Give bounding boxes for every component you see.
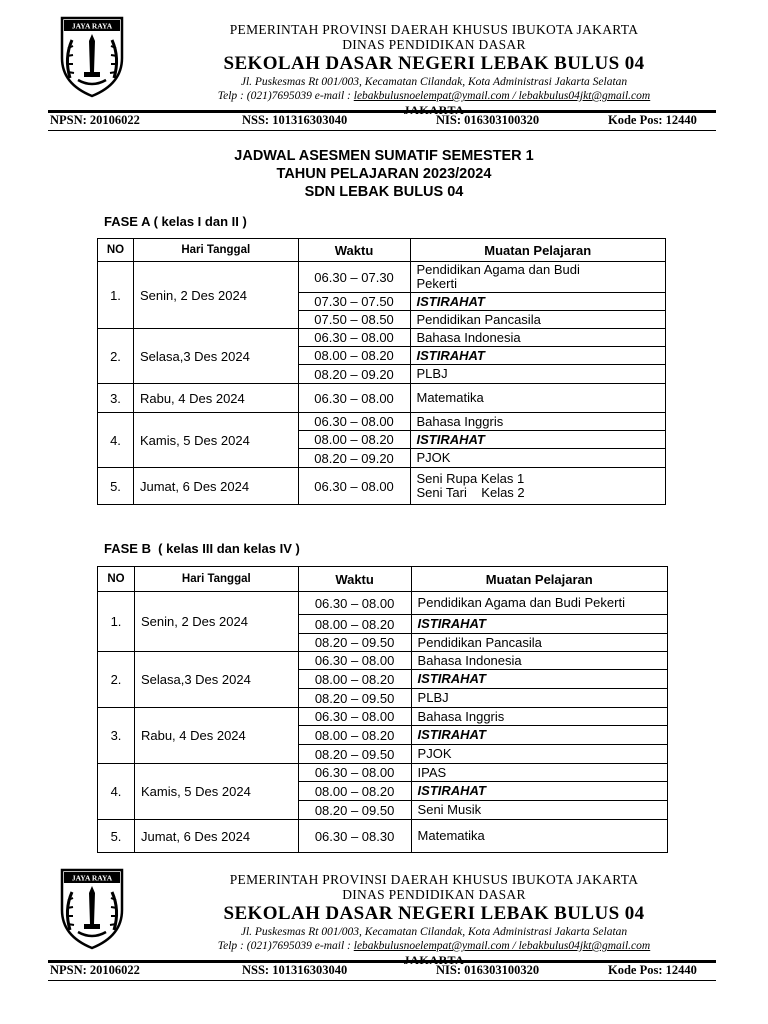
fase-a-table — [97, 238, 666, 505]
row-time: 07.30 – 07.50 — [298, 293, 410, 311]
row-subject: ISTIRAHAT — [411, 615, 667, 634]
col-header-hari: Hari Tanggal — [133, 239, 298, 262]
col-header-no: NO — [98, 239, 134, 262]
school-contact — [144, 939, 724, 953]
row-time: 06.30 – 08.00 — [298, 592, 411, 615]
tel-prefix: Telp : (021)7695039 e-mail : — [217, 940, 354, 952]
nss-label: NSS: 101316303040 — [242, 113, 348, 127]
row-no: 5. — [98, 468, 134, 505]
row-subject: ISTIRAHAT — [410, 431, 666, 449]
table-row — [98, 262, 666, 293]
row-subject: Bahasa Indonesia — [411, 652, 667, 670]
nis-label: NIS: 016303100320 — [436, 113, 540, 127]
row-time: 06.30 – 08.00 — [298, 468, 410, 505]
row-subject: ISTIRAHAT — [410, 293, 666, 311]
subject-line: Seni Rupa Kelas 1 — [416, 471, 525, 486]
table-row — [98, 764, 668, 782]
npsn-label: NPSN: 20106022 — [50, 963, 140, 977]
col-header-hari: Hari Tanggal — [134, 567, 298, 592]
row-subject: PLBJ — [410, 365, 666, 384]
nss-label: NSS: 101316303040 — [242, 963, 348, 977]
fase-a-heading: FASE A ( kelas I dan II ) — [104, 214, 247, 229]
row-subject: PLBJ — [411, 689, 667, 708]
row-subject: PJOK — [410, 449, 666, 468]
subject-line: Pekerti — [416, 276, 457, 291]
svg-text:JAYA RAYA: JAYA RAYA — [71, 21, 113, 31]
row-date: Jumat, 6 Des 2024 — [133, 468, 298, 505]
school-name: SEKOLAH DASAR NEGERI LEBAK BULUS 04 — [223, 903, 645, 924]
col-header-muatan: Muatan Pelajaran — [411, 567, 667, 592]
row-subject: ISTIRAHAT — [410, 347, 666, 365]
title-line-2: TAHUN PELAJARAN 2023/2024 — [276, 166, 492, 182]
row-time: 06.30 – 08.00 — [298, 329, 410, 347]
row-date: Rabu, 4 Des 2024 — [134, 708, 298, 764]
subject-line: Pendidikan Agama dan Budi — [416, 262, 580, 277]
col-header-no: NO — [98, 567, 135, 592]
row-date: Selasa,3 Des 2024 — [134, 652, 298, 708]
kodepos-label: Kode Pos: 12440 — [608, 113, 697, 127]
row-subject — [410, 468, 666, 505]
row-subject: Matematika — [411, 820, 667, 853]
row-subject: Pendidikan Agama dan Budi Pekerti — [411, 592, 667, 615]
table-row — [98, 652, 668, 670]
row-date: Senin, 2 Des 2024 — [133, 262, 298, 329]
row-date: Kamis, 5 Des 2024 — [134, 764, 298, 820]
row-time: 06.30 – 08.00 — [298, 413, 410, 431]
row-time: 06.30 – 08.00 — [298, 764, 411, 782]
row-no: 2. — [98, 652, 135, 708]
letterhead-top — [48, 14, 716, 132]
school-address: Jl. Puskesmas Rt 001/003, Kecamatan Cilandak, Kota Administrasi Jakarta Selatan — [240, 76, 628, 88]
row-time: 06.30 – 07.30 — [298, 262, 410, 293]
school-contact — [144, 89, 724, 103]
row-subject — [410, 262, 666, 293]
row-no: 2. — [98, 329, 134, 384]
row-subject: Seni Musik — [411, 801, 667, 820]
row-time: 08.00 – 08.20 — [298, 431, 410, 449]
gov-name: PEMERINTAH PROVINSI DAERAH KHUSUS IBUKOTA JAKARTA — [229, 22, 639, 37]
npsn-label: NPSN: 20106022 — [50, 113, 140, 127]
row-time: 08.20 – 09.50 — [298, 801, 411, 820]
row-no: 3. — [98, 384, 134, 413]
fase-b-table — [97, 566, 668, 853]
table-row — [98, 592, 668, 615]
row-date: Jumat, 6 Des 2024 — [134, 820, 298, 853]
row-date: Selasa,3 Des 2024 — [133, 329, 298, 384]
row-date: Kamis, 5 Des 2024 — [133, 413, 298, 468]
letterhead-rule-bottom — [48, 980, 716, 981]
row-subject: ISTIRAHAT — [411, 782, 667, 801]
row-time: 08.20 – 09.50 — [298, 634, 411, 652]
row-no: 3. — [98, 708, 135, 764]
row-subject: Matematika — [410, 384, 666, 413]
table-row — [98, 413, 666, 431]
table-row — [98, 820, 668, 853]
dept-name: DINAS PENDIDIKAN DASAR — [342, 887, 526, 902]
kodepos-label: Kode Pos: 12440 — [608, 963, 697, 977]
row-time: 06.30 – 08.00 — [298, 708, 411, 726]
row-time: 06.30 – 08.00 — [298, 384, 410, 413]
document-title — [0, 147, 768, 201]
col-header-waktu: Waktu — [298, 567, 411, 592]
row-time: 08.00 – 08.20 — [298, 782, 411, 801]
title-line-3: SDN LEBAK BULUS 04 — [304, 184, 464, 200]
row-time: 08.20 – 09.50 — [298, 689, 411, 708]
row-time: 08.00 – 08.20 — [298, 670, 411, 689]
title-line-1: JADWAL ASESMEN SUMATIF SEMESTER 1 — [234, 148, 534, 164]
table-row — [98, 329, 666, 347]
row-no: 1. — [98, 262, 134, 329]
row-time: 08.00 – 08.20 — [298, 615, 411, 634]
table-row — [98, 468, 666, 505]
gov-name: PEMERINTAH PROVINSI DAERAH KHUSUS IBUKOTA JAKARTA — [229, 872, 639, 887]
letterhead-bottom — [48, 866, 716, 984]
row-time: 08.00 – 08.20 — [298, 726, 411, 745]
nis-label: NIS: 016303100320 — [436, 963, 540, 977]
row-date: Senin, 2 Des 2024 — [134, 592, 298, 652]
jakarta-emblem-icon — [56, 866, 128, 950]
row-subject: ISTIRAHAT — [411, 726, 667, 745]
row-subject: ISTIRAHAT — [411, 670, 667, 689]
row-no: 4. — [98, 764, 135, 820]
row-time: 08.00 – 08.20 — [298, 347, 410, 365]
email-links[interactable]: lebakbulusnoelempat@ymail.com / lebakbulus04jkt@gmail.com — [353, 940, 651, 952]
row-no: 4. — [98, 413, 134, 468]
svg-text:JAYA RAYA: JAYA RAYA — [71, 873, 113, 883]
row-time: 06.30 – 08.00 — [298, 652, 411, 670]
row-subject: Bahasa Inggris — [410, 413, 666, 431]
row-subject: Bahasa Inggris — [411, 708, 667, 726]
row-date: Rabu, 4 Des 2024 — [133, 384, 298, 413]
subject-line: Seni Tari Kelas 2 — [416, 485, 525, 500]
row-subject: PJOK — [411, 745, 667, 764]
row-no: 5. — [98, 820, 135, 853]
email-links[interactable]: lebakbulusnoelempat@ymail.com / lebakbulus04jkt@gmail.com — [353, 90, 651, 102]
letterhead-rule-bottom — [48, 130, 716, 131]
school-address: Jl. Puskesmas Rt 001/003, Kecamatan Cilandak, Kota Administrasi Jakarta Selatan — [240, 926, 628, 938]
row-time: 08.20 – 09.20 — [298, 365, 410, 384]
row-time: 08.20 – 09.20 — [298, 449, 410, 468]
row-no: 1. — [98, 592, 135, 652]
table-row — [98, 708, 668, 726]
row-subject: Pendidikan Pancasila — [411, 634, 667, 652]
col-header-waktu: Waktu — [298, 239, 410, 262]
table-row — [98, 384, 666, 413]
row-subject: Pendidikan Pancasila — [410, 311, 666, 329]
row-time: 06.30 – 08.30 — [298, 820, 411, 853]
dept-name: DINAS PENDIDIKAN DASAR — [342, 37, 526, 52]
school-name: SEKOLAH DASAR NEGERI LEBAK BULUS 04 — [223, 53, 645, 74]
col-header-muatan: Muatan Pelajaran — [410, 239, 666, 262]
row-time: 08.20 – 09.50 — [298, 745, 411, 764]
jakarta-emblem-icon — [56, 14, 128, 98]
tel-prefix: Telp : (021)7695039 e-mail : — [217, 90, 354, 102]
row-subject: Bahasa Indonesia — [410, 329, 666, 347]
row-subject: IPAS — [411, 764, 667, 782]
row-time: 07.50 – 08.50 — [298, 311, 410, 329]
fase-b-heading: FASE B ( kelas III dan kelas IV ) — [104, 541, 300, 556]
